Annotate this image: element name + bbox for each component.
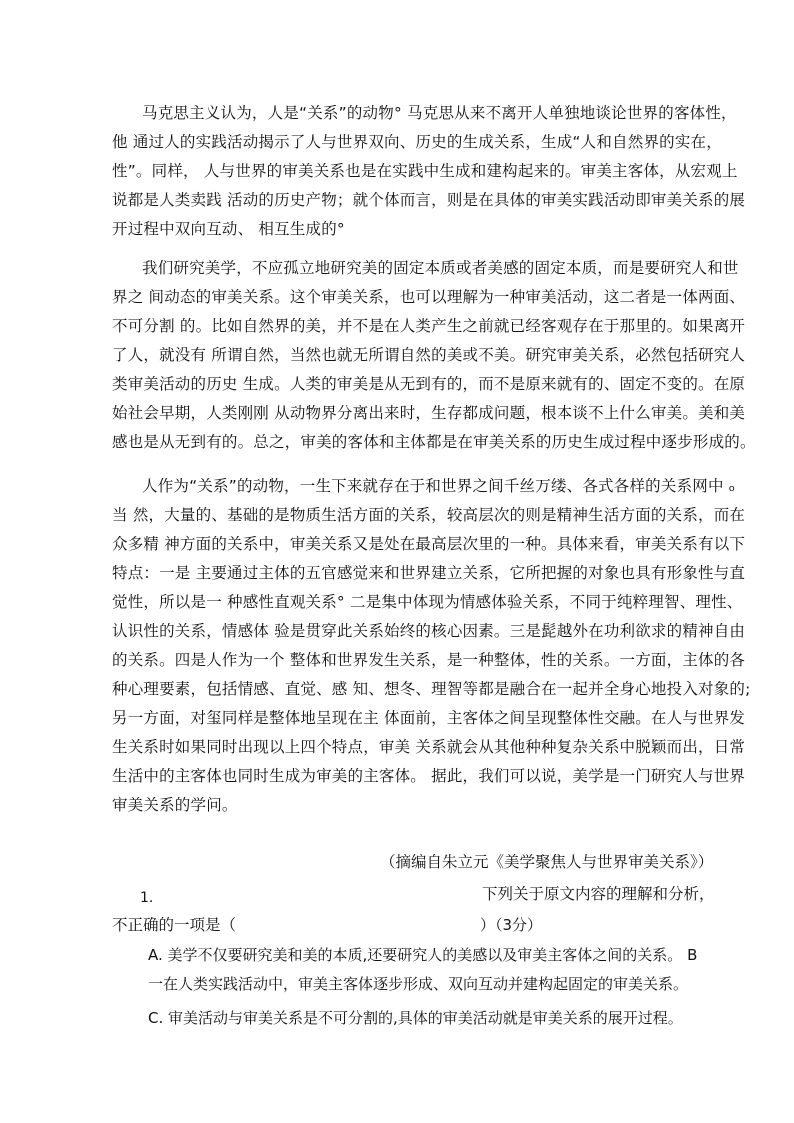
paragraph-3	[112, 472, 751, 820]
text-line: 审美关系的学问。	[112, 796, 238, 814]
text-line: 他 通过人的实践活动揭示了人与世界双向、历史的生成关系，生成“人和自然界的实在，	[112, 133, 722, 151]
text-line: 感也是从无到有的。总之，审美的客体和主体都是在审美关系的历史生成过程中逐步形成的。	[112, 433, 756, 451]
question-prompt-continued: 不正确的一项是（	[112, 916, 237, 934]
text-line: 众多精 神方面的关系中，审美关系又是处在最高层次里的一种。具体来看，审美关系有以下	[112, 535, 746, 553]
text-line: 种心理要素，包括情感、直觉、感 知、想冬、理智等都是融合在一起并全身心地投入对象的;	[112, 680, 751, 698]
text-line: 了人，就没有 所谓自然，当然也就无所谓自然的美或不美。研究审美关系，必然包括研究人	[112, 346, 746, 364]
text-line: 的关系。四是人作为一个 整体和世界发生关系，是一种整体，性的关系。一方面，主体的各	[112, 651, 746, 669]
text-line: 人作为“关系”的动物，一生下来就存在于和世界之间千丝万缕、各式各样的关系网中 ₒ	[142, 477, 736, 495]
text-line: 另一方面，对玺同样是整体地呈现在主 体面前，主客体之间呈现整体性交融。在人与世界发	[112, 709, 746, 727]
source-citation: （摘编自朱立元《美学聚焦人与世界审美关系》）	[380, 853, 714, 871]
text-line: 觉性，所以是一 种感性直观关系° 二是集中体现为情感体验关系，不同于纯粹理智、理性、	[112, 593, 743, 611]
option-b: 一在人类实践活动中，审美主客体逐步形成、双向互动并建构起固定的审美关系。	[148, 975, 689, 993]
text-line: 认识性的关系，情感体 验是贯穿此关系始终的核心因素。三是髭越外在功利欲求的精神自由	[112, 622, 746, 640]
text-line: 马克思主义认为，人是“关系”的动物° 马克思从来不离开人单独地谈论世界的客体性，	[142, 104, 737, 122]
text-line: 生关系时如果同时出现以上四个特点，审美 关系就会从其他种种复杂关系中脱颖而出，日常	[112, 738, 746, 756]
question-number: 1.	[140, 890, 154, 906]
text-line: 说都是人类卖践 活动的历史产物；就个体而言，则是在具体的审美实践活动即审美关系的展	[112, 191, 746, 209]
text-line: 开过程中双向互动、 相互生成的°	[112, 220, 345, 238]
text-line: 生活中的主客体也同时生成为审美的主客体。 据此，我们可以说，美学是一门研究人与世界	[112, 767, 746, 785]
text-line: 始社会早期，人类刚刚 从动物界分离出来时，生存都成问题，根本谈不上什么审美。美和美	[112, 404, 746, 422]
paragraph-1	[112, 99, 746, 244]
text-line: 我们研究美学，不应孤立地研究美的固定本质或者美感的固定本质，而是要研究人和世	[142, 259, 739, 277]
paragraph-2	[112, 254, 756, 457]
option-c: C. 审美活动与审美关系是不可分割的,具体的审美活动就是审美关系的展开过程。	[148, 1009, 683, 1027]
text-line: 类审美活动的历史 生成。人类的审美是从无到有的，而不是原来就有的、固定不变的。在原	[112, 375, 746, 393]
option-a: A. 美学不仅要研究美和美的本质,还要研究人的美感以及审美主客体之间的关系。 B	[148, 946, 698, 964]
text-line: 特点：一是 主要通过主体的五官感觉来和世界建立关系，它所把握的对象也具有形象性与直	[112, 564, 746, 582]
text-line: 当 然，大量的、基础的是物质生活方面的关系，较高层次的则是精神生活方面的关系，而在	[112, 506, 746, 524]
text-line: 不可分割 的。比如自然界的美，并不是在人类产生之前就已经客观存在于那里的。如果离开	[112, 317, 746, 335]
question-score: ）（3分）	[480, 916, 543, 934]
question-prompt: 下列关于原文内容的理解和分析，	[482, 885, 715, 903]
text-line: 界之 间动态的审美关系。这个审美关系，也可以理解为一种审美活动，这二者是一体两面、	[112, 288, 746, 306]
text-line: 性”。同样， 人与世界的审美关系也是在实践中生成和建构起来的。审美主客体，从宏观上	[112, 162, 738, 180]
